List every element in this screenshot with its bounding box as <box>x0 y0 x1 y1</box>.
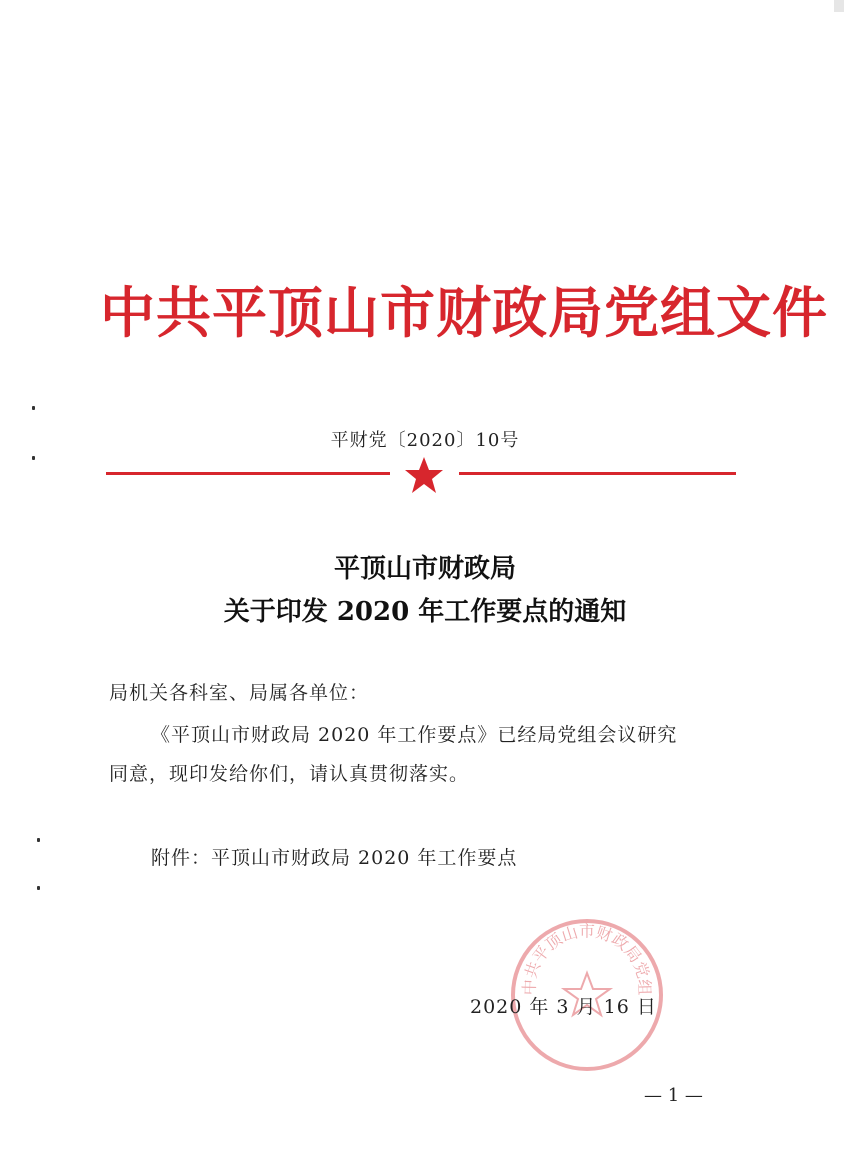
document-number: 平财党〔2020〕10号 <box>330 430 520 451</box>
page-number: — 1 — <box>644 1085 703 1106</box>
document-header-title: 中共平顶山市财政局党组文件 <box>100 280 829 345</box>
salutation: 局机关各科室、局属各单位： <box>109 682 370 704</box>
header-rule-right <box>459 472 736 475</box>
star-icon <box>402 455 446 495</box>
document-title-line-2: 关于印发 2020 年工作要点的通知 <box>223 597 627 627</box>
document-date: 2020 年 3 月 16 日 <box>470 996 657 1018</box>
svg-text:中共平顶山市财政局党组: 中共平顶山市财政局党组 <box>519 921 655 996</box>
header-rule-left <box>106 472 390 475</box>
body-paragraph-line-1: 《平顶山市财政局 2020 年工作要点》已经局党组会议研究 <box>151 724 678 746</box>
attachment-line: 附件：平顶山市财政局 2020 年工作要点 <box>151 847 518 869</box>
margin-dot <box>37 886 40 890</box>
body-paragraph-line-2: 同意，现印发给你们，请认真贯彻落实。 <box>109 763 470 785</box>
scan-corner-mark <box>834 0 844 12</box>
document-title-line-1: 平顶山市财政局 <box>333 554 516 584</box>
margin-dot <box>37 838 40 842</box>
margin-dot <box>32 406 35 410</box>
margin-dot <box>32 456 35 460</box>
